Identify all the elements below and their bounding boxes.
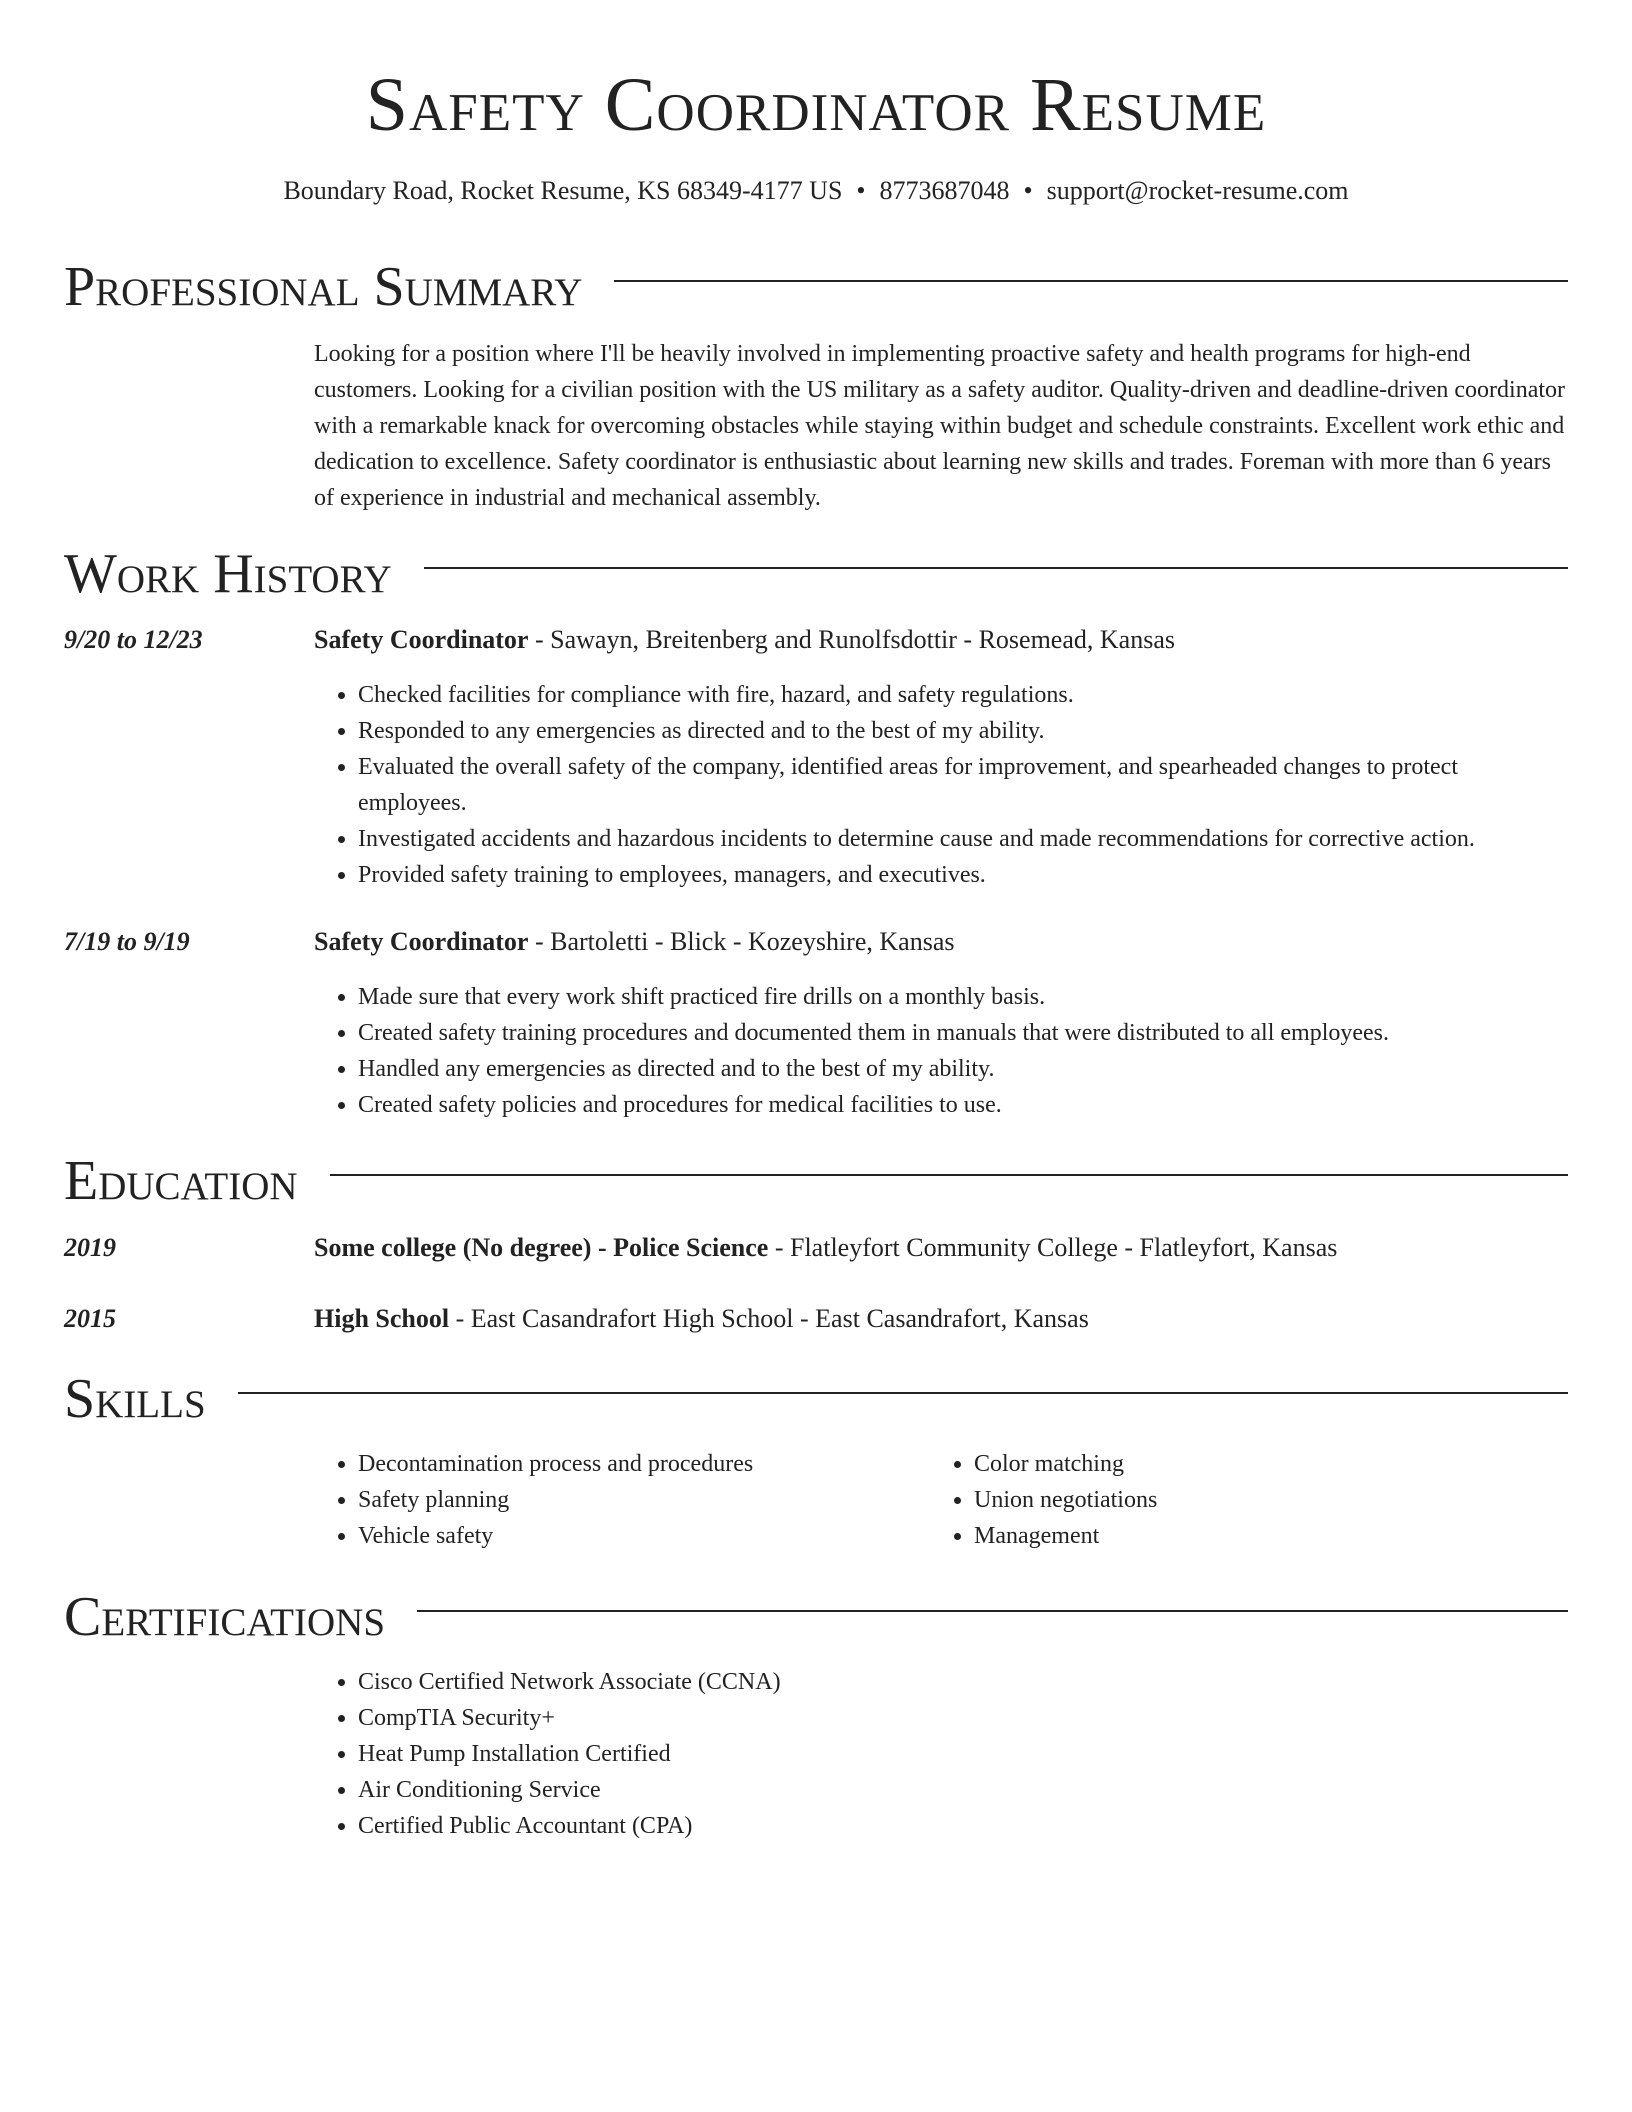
contact-phone: 8773687048 xyxy=(879,176,1010,205)
list-item: • Created safety policies and procedures for medical facilities to use. xyxy=(358,1087,1568,1123)
section-divider xyxy=(424,567,1568,569)
resume-title: Safety Coordinator Resume xyxy=(365,63,1267,147)
section-title: Skills xyxy=(64,1368,206,1430)
skills-list-right xyxy=(930,1446,1534,1554)
section-header-education xyxy=(64,1148,1568,1214)
section-divider xyxy=(330,1174,1568,1176)
job-heading xyxy=(314,622,1568,658)
job-dates: 9/20 to 12/23 xyxy=(64,625,203,654)
summary-text: Looking for a position where I'll be heavily involved in implementing proactive safety and health programs for high-end customers. Looking for a civilian position with the US military as a safety auditor. Quality-driven and deadline-driven coordinator with a remarkable knack for overcoming obstacles while staying within budget and schedule constraints. Excellent work ethic and dedication to excellence. Safety coordinator is enthusiastic about learning new skills and trades. Foreman with more than 6 years of experience in industrial and mechanical assembly. xyxy=(314,341,1566,511)
contact-address: Boundary Road, Rocket Resume, KS 68349-4177 US xyxy=(283,176,843,205)
list-item: • Created safety training procedures and documented them in manuals that were distributed to all employees. xyxy=(358,1015,1568,1051)
education-degree: Some college (No degree) - Police Science xyxy=(314,1233,769,1262)
job-dates: 7/19 to 9/19 xyxy=(64,927,190,956)
section-header-work-history xyxy=(64,541,1568,607)
job-employer-location: - Sawayn, Breitenberg and Runolfsdottir - Rosemead, Kansas xyxy=(528,625,1175,654)
skill-item: • Decontamination process and procedures xyxy=(358,1446,918,1482)
skill-item: • Safety planning xyxy=(358,1482,918,1518)
job-title: Safety Coordinator xyxy=(314,625,529,654)
skill-item: • Color matching xyxy=(974,1446,1534,1482)
section-title: Certifications xyxy=(64,1586,386,1648)
certification-item: • Certified Public Accountant (CPA) xyxy=(358,1808,1568,1844)
contact-separator: • xyxy=(856,176,866,205)
education-degree: High School xyxy=(314,1304,450,1333)
skill-item: • Union negotiations xyxy=(974,1482,1534,1518)
section-title: Work History xyxy=(64,543,392,605)
job-bullet-list xyxy=(314,677,1568,893)
list-item: • Handled any emergencies as directed and to the best of my ability. xyxy=(358,1051,1568,1087)
job-employer-location: - Bartoletti - Blick - Kozeyshire, Kansas xyxy=(528,927,955,956)
education-year: 2015 xyxy=(64,1304,116,1333)
job-bullet-list xyxy=(314,979,1568,1123)
education-school-location: - East Casandrafort High School - East Casandrafort, Kansas xyxy=(449,1304,1089,1333)
job-heading xyxy=(314,924,1568,960)
section-title: Education xyxy=(64,1150,298,1212)
job-title: Safety Coordinator xyxy=(314,927,529,956)
list-item: • Evaluated the overall safety of the company, identified areas for improvement, and spearheaded changes to protect employees. xyxy=(358,749,1568,821)
contact-separator: • xyxy=(1023,176,1033,205)
section-header-skills xyxy=(64,1366,1568,1432)
skill-item: • Management xyxy=(974,1518,1534,1554)
certifications-list xyxy=(314,1664,1568,1844)
section-header-certifications xyxy=(64,1584,1568,1650)
section-divider xyxy=(614,280,1568,282)
certification-item: • Cisco Certified Network Associate (CCNA) xyxy=(358,1664,1568,1700)
certification-item: • CompTIA Security+ xyxy=(358,1700,1568,1736)
section-divider xyxy=(417,1610,1568,1612)
list-item: • Made sure that every work shift practiced fire drills on a monthly basis. xyxy=(358,979,1568,1015)
section-title: Professional Summary xyxy=(64,256,583,318)
education-year: 2019 xyxy=(64,1233,116,1262)
list-item: • Responded to any emergencies as directed and to the best of my ability. xyxy=(358,713,1568,749)
skill-item: • Vehicle safety xyxy=(358,1518,918,1554)
skills-list-left xyxy=(314,1446,918,1554)
education-heading xyxy=(314,1230,1568,1266)
certification-item: • Air Conditioning Service xyxy=(358,1772,1568,1808)
list-item: • Checked facilities for compliance with fire, hazard, and safety regulations. xyxy=(358,677,1568,713)
list-item: • Investigated accidents and hazardous incidents to determine cause and made recommendations for corrective action. xyxy=(358,821,1568,857)
education-school-location: - Flatleyfort Community College - Flatleyfort, Kansas xyxy=(768,1233,1338,1262)
list-item: • Provided safety training to employees, managers, and executives. xyxy=(358,857,1568,893)
section-header-summary xyxy=(64,254,1568,320)
contact-email[interactable]: support@rocket-resume.com xyxy=(1046,176,1349,205)
section-divider xyxy=(238,1392,1568,1394)
certification-item: • Heat Pump Installation Certified xyxy=(358,1736,1568,1772)
contact-line xyxy=(0,174,1632,208)
education-heading xyxy=(314,1301,1568,1337)
